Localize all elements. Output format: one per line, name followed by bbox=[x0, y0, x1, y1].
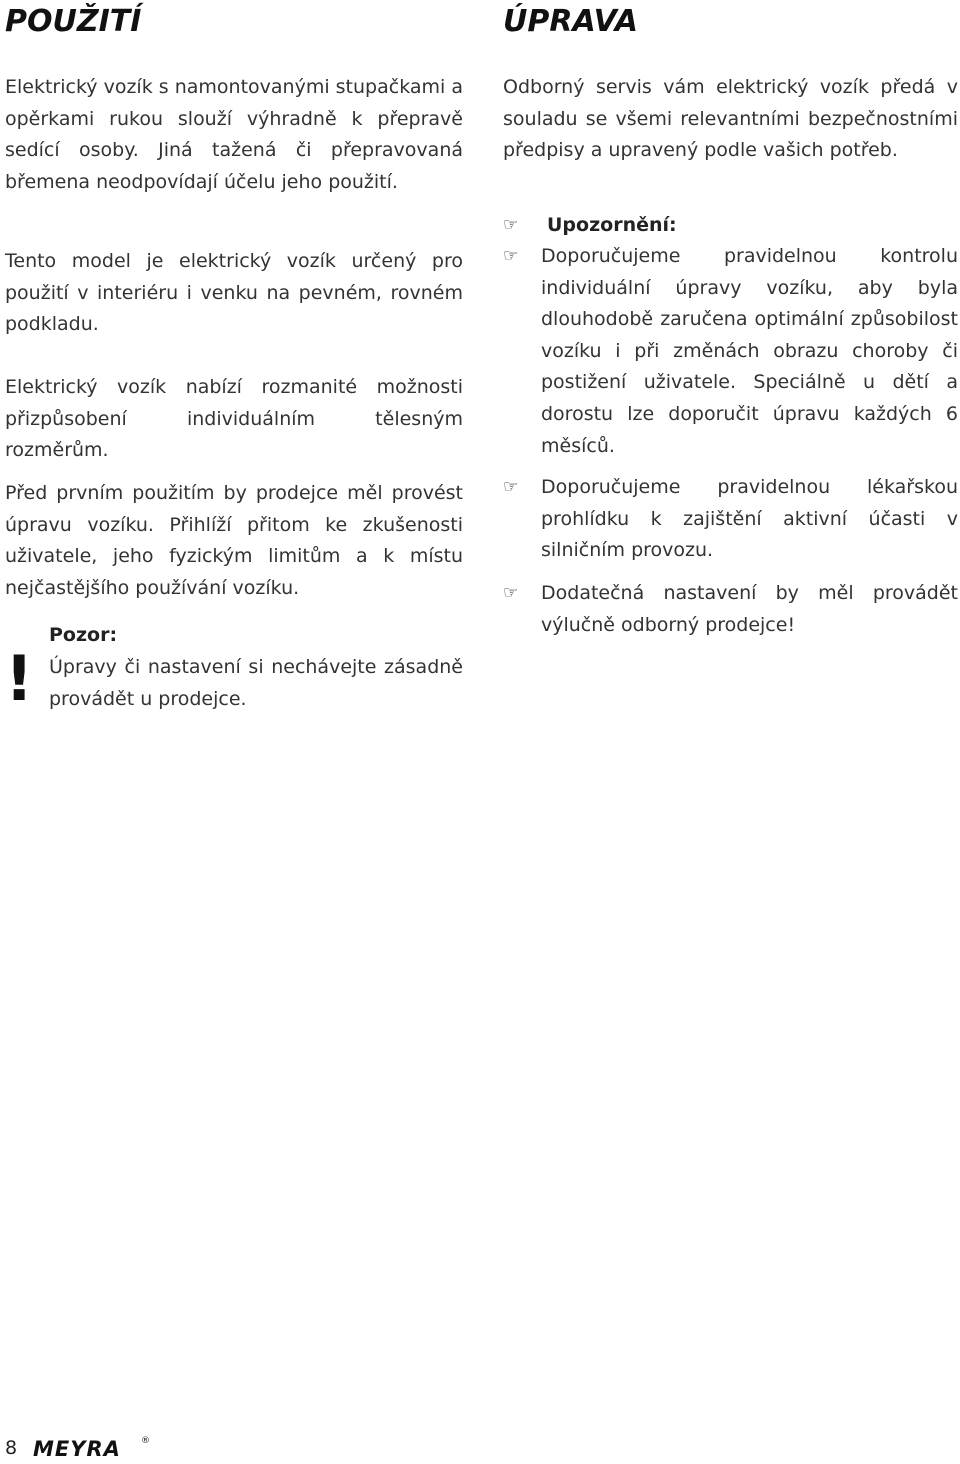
pointing-hand-icon: ☞ bbox=[503, 477, 519, 497]
note-title: Upozornění: bbox=[547, 214, 677, 236]
section-heading-usage: POUŽITÍ bbox=[5, 4, 142, 39]
note-item bbox=[503, 241, 958, 462]
brand-logo: MEYRA bbox=[33, 1437, 121, 1461]
note-item bbox=[503, 472, 958, 567]
usage-paragraph-2: Tento model je elektrický vozík určený pro použití v interiéru i venku na pevném, rovném podkladu. bbox=[5, 250, 463, 336]
warning-text: Úpravy či nastavení si nechávejte zásadně provádět u prodejce. bbox=[49, 656, 463, 710]
section-heading-adjustment: ÚPRAVA bbox=[503, 4, 639, 39]
note-item bbox=[503, 578, 958, 641]
warning-title: Pozor: bbox=[49, 624, 118, 646]
note-text: Doporučujeme pravidelnou lékařskou prohlídku k zajištění aktivní účasti v silničním provozu. bbox=[541, 476, 958, 562]
pointing-hand-icon: ☞ bbox=[503, 583, 519, 603]
usage-paragraph-3: Elektrický vozík nabízí rozmanité možnosti přizpůsobení individuálním tělesným rozměrům. bbox=[5, 376, 463, 462]
exclamation-icon: ! bbox=[5, 642, 34, 715]
usage-paragraph-1: Elektrický vozík s namontovanými stupačkami a opěrkami rukou slouží výhradně k přepravě sedící osoby. Jiná tažená či přepravovaná břemena neodpovídají účelu jeho použití. bbox=[5, 76, 463, 193]
pointing-hand-icon: ☞ bbox=[503, 246, 519, 266]
note-text: Doporučujeme pravidelnou kontrolu individuální úpravy vozíku, aby byla dlouhodobě zaručena optimální způsobilost vozíku i při změnách obrazu choroby či postižení uživatele. Speciálně u dětí a dorostu lze doporučit úpravu každých 6 měsíců. bbox=[541, 245, 958, 457]
page-number: 8 bbox=[5, 1437, 18, 1459]
registered-mark: ® bbox=[141, 1436, 150, 1446]
usage-paragraph-4: Před prvním použitím by prodejce měl provést úpravu vozíku. Přihlíží přitom ke zkušenosti uživatele, jeho fyzickým limitům a k místu nejčastějšího používání vozíku. bbox=[5, 482, 463, 599]
pointing-hand-icon: ☞ bbox=[503, 215, 519, 235]
note-text: Dodatečná nastavení by měl provádět výlučně odborný prodejce! bbox=[541, 582, 958, 636]
adjustment-intro: Odborný servis vám elektrický vozík předá v souladu se všemi relevantními bezpečnostními předpisy a upravený podle vašich potřeb. bbox=[503, 76, 958, 162]
